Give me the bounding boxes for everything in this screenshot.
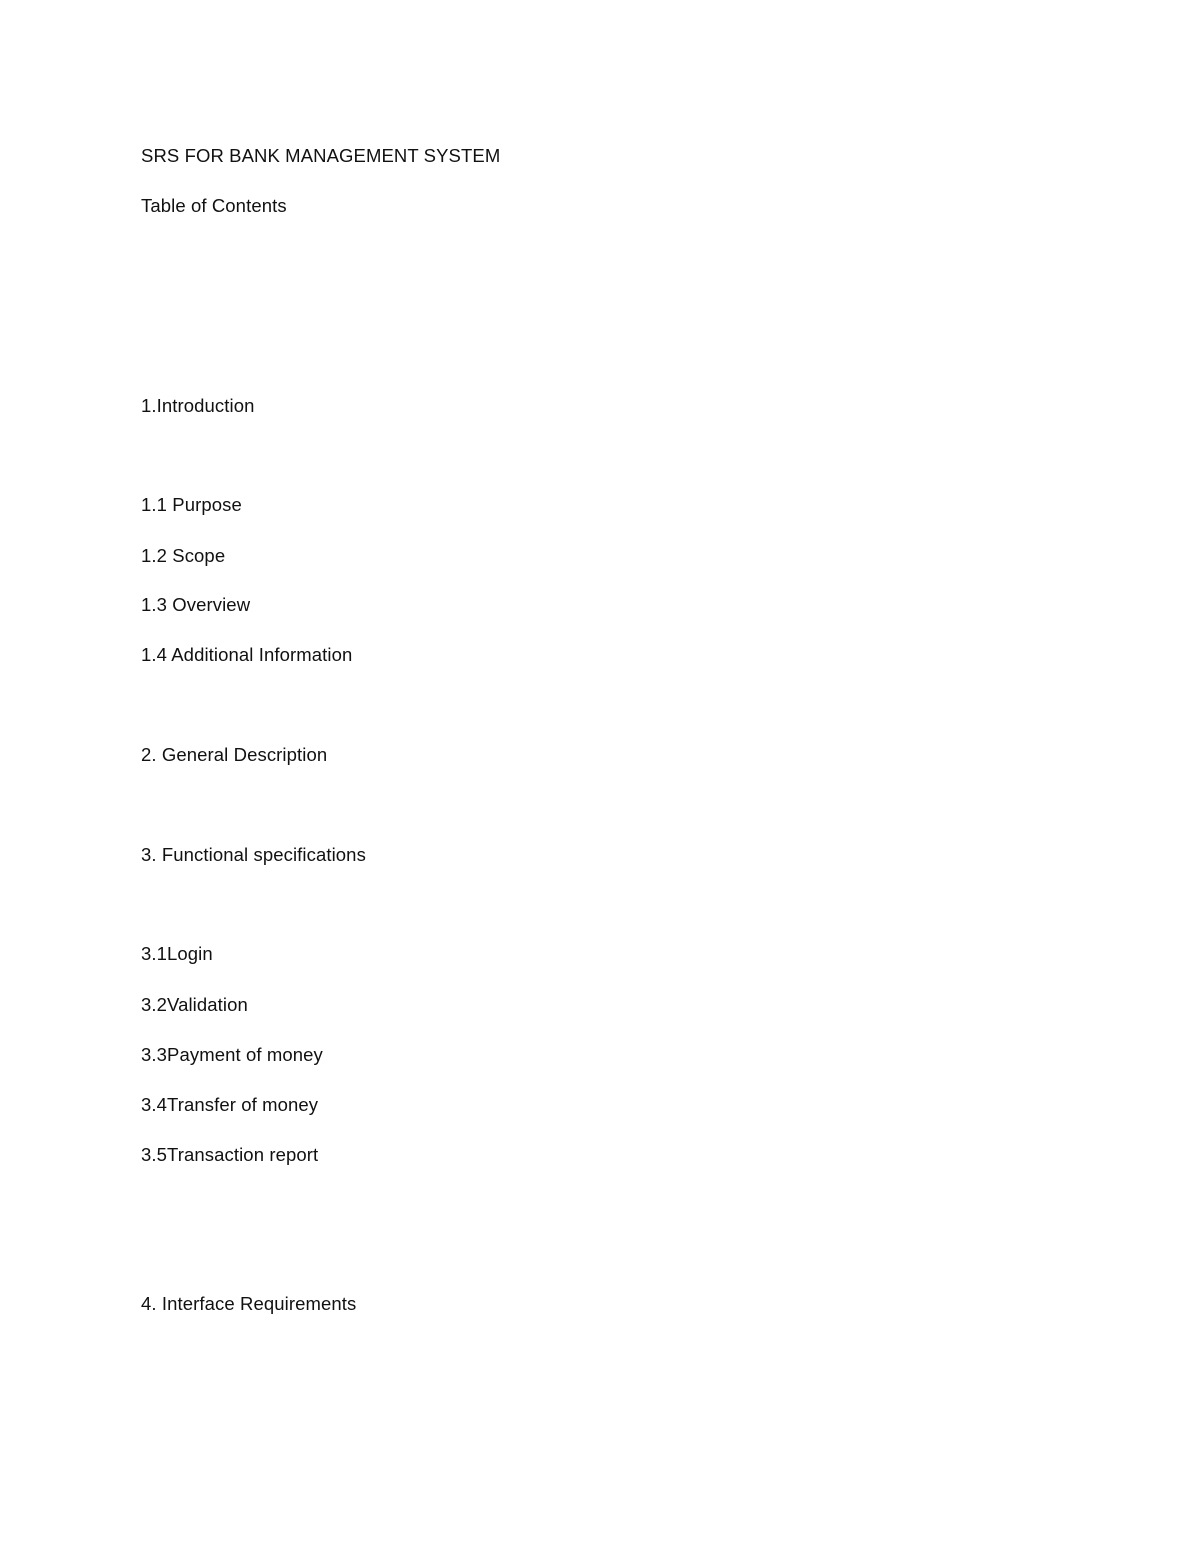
toc-entry-transfer-of-money: 3.4Transfer of money <box>141 1094 319 1115</box>
toc-entry-additional-information: 1.4 Additional Information <box>141 644 353 665</box>
toc-entry-scope: 1.2 Scope <box>141 545 226 566</box>
document-title: SRS FOR BANK MANAGEMENT SYSTEM <box>141 145 501 166</box>
toc-entry-purpose: 1.1 Purpose <box>141 494 242 515</box>
toc-entry-transaction-report: 3.5Transaction report <box>141 1144 319 1165</box>
toc-entry-general-description: 2. General Description <box>141 744 328 765</box>
toc-entry-payment-of-money: 3.3Payment of money <box>141 1044 323 1065</box>
toc-heading: Table of Contents <box>141 195 287 216</box>
toc-entry-introduction: 1.Introduction <box>141 395 255 416</box>
toc-entry-login: 3.1Login <box>141 943 213 964</box>
toc-entry-interface-requirements: 4. Interface Requirements <box>141 1293 357 1314</box>
toc-entry-overview: 1.3 Overview <box>141 594 251 615</box>
toc-entry-validation: 3.2Validation <box>141 994 248 1015</box>
toc-entry-functional-specifications: 3. Functional specifications <box>141 844 366 865</box>
